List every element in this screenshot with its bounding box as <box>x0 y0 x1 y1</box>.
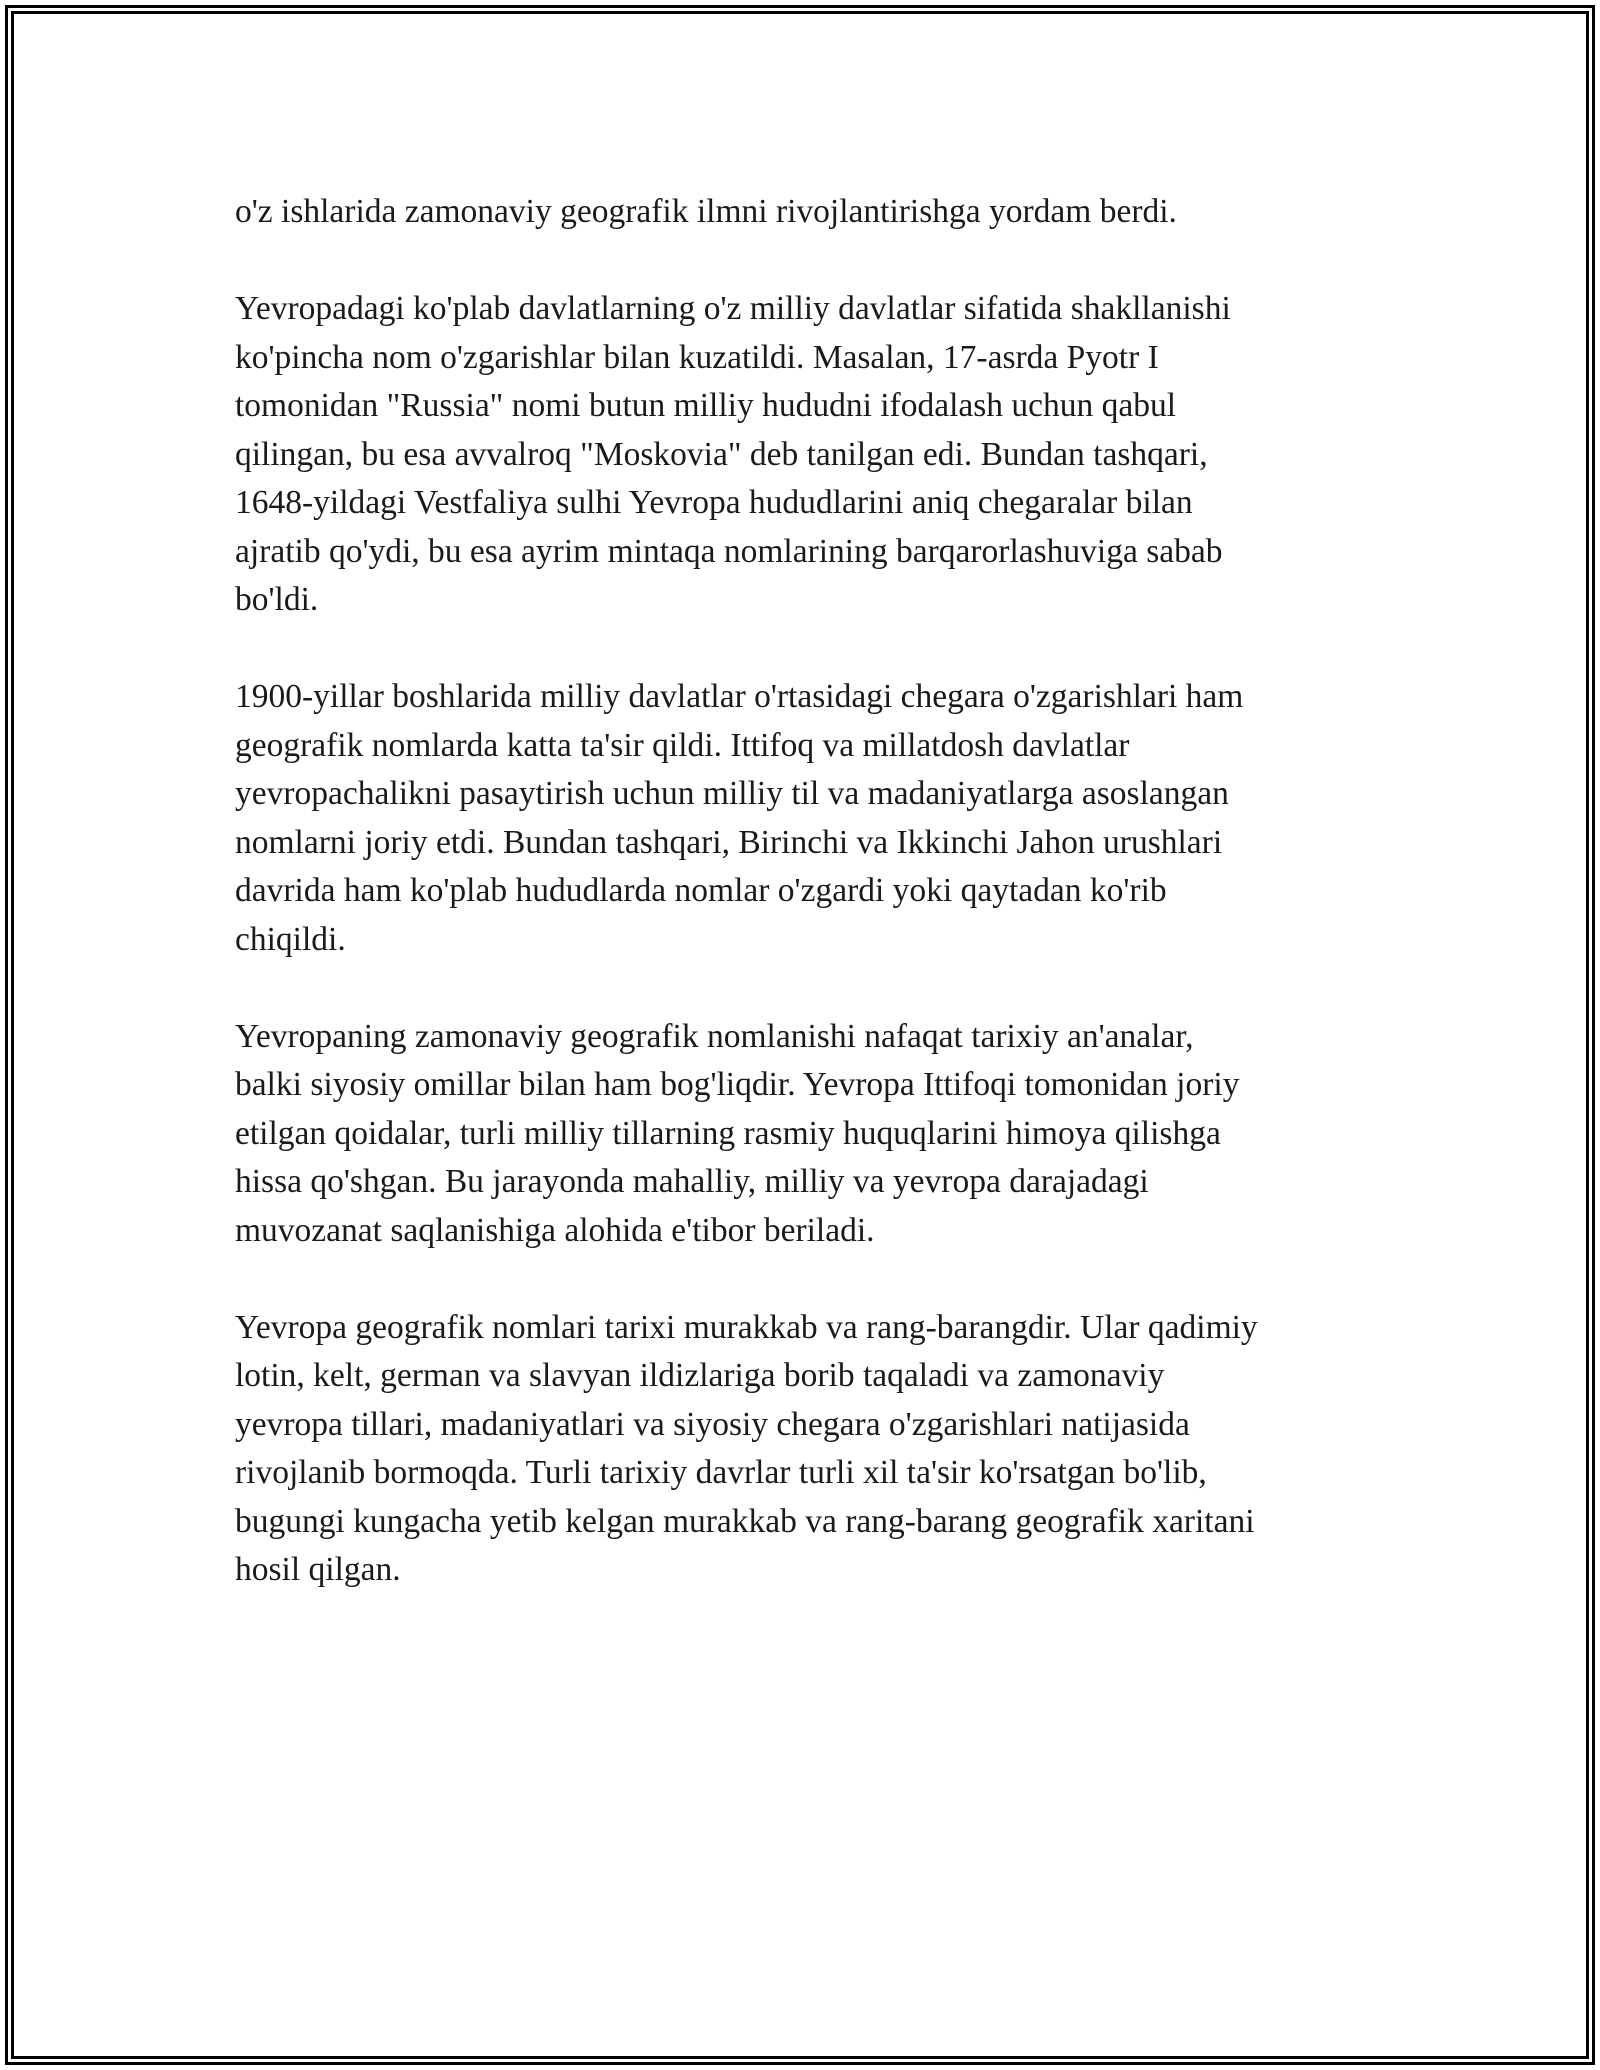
document-body <box>235 188 1375 1643</box>
paragraph-3 <box>235 673 1375 964</box>
text-line: 1648-yildagi Vestfaliya sulhi Yevropa hududlarini aniq chegaralar bilan <box>235 484 1193 521</box>
paragraph-5 <box>235 1304 1375 1595</box>
text-line: etilgan qoidalar, turli milliy tillarning rasmiy huquqlarini himoya qilishga <box>235 1114 1221 1152</box>
text-line: chiqildi. <box>235 920 346 958</box>
text-line: o'z ishlarida zamonaviy geografik ilmni rivojlantirishga yordam berdi. <box>235 193 1177 230</box>
text-line: 1900-yillar boshlarida milliy davlatlar o'rtasidagi chegara o'zgarishlari ham <box>235 678 1244 715</box>
text-line: yevropachalikni pasaytirish uchun milliy til va madaniyatlarga asoslangan <box>235 775 1229 812</box>
text-line: balki siyosiy omillar bilan ham bog'liqdir. Yevropa Ittifoqi tomonidan joriy <box>235 1066 1240 1103</box>
text-line: Yevropaning zamonaviy geografik nomlanishi nafaqat tarixiy an'analar, <box>235 1017 1194 1055</box>
text-line: muvozanat saqlanishiga alohida e'tibor beriladi. <box>235 1211 875 1249</box>
text-line: bugungi kungacha yetib kelgan murakkab va rang-barang geografik xaritani <box>235 1502 1255 1540</box>
text-line: ko'pincha nom o'zgarishlar bilan kuzatildi. Masalan, 17-asrda Pyotr I <box>235 338 1159 376</box>
text-line: ajratib qo'ydi, bu esa ayrim mintaqa nomlarining barqarorlashuviga sabab <box>235 532 1223 570</box>
text-line: tomonidan "Russia" nomi butun milliy hududni ifodalash uchun qabul <box>235 387 1177 424</box>
text-line: nomlarni joriy etdi. Bundan tashqari, Birinchi va Ikkinchi Jahon urushlari <box>235 823 1223 861</box>
text-line: Yevropa geografik nomlari tarixi murakkab va rang-barangdir. Ular qadimiy <box>235 1308 1258 1346</box>
text-line: lotin, kelt, german va slavyan ildizlariga borib taqaladi va zamonaviy <box>235 1357 1165 1394</box>
text-line: Yevropadagi ko'plab davlatlarning o'z milliy davlatlar sifatida shakllanishi <box>235 290 1231 327</box>
text-line: rivojlanib bormoqda. Turli tarixiy davrlar turli xil ta'sir ko'rsatgan bo'lib, <box>235 1454 1207 1491</box>
text-line: geografik nomlarda katta ta'sir qildi. Ittifoq va millatdosh davlatlar <box>235 726 1130 764</box>
paragraph-2 <box>235 285 1375 625</box>
text-line: davrida ham ko'plab hududlarda nomlar o'zgardi yoki qaytadan ko'rib <box>235 872 1167 909</box>
paragraph-1 <box>235 188 1375 237</box>
text-line: qilingan, bu esa avvalroq "Moskovia" deb tanilgan edi. Bundan tashqari, <box>235 435 1208 473</box>
text-line: hissa qo'shgan. Bu jarayonda mahalliy, milliy va yevropa darajadagi <box>235 1163 1149 1200</box>
text-line: hosil qilgan. <box>235 1551 401 1588</box>
text-line: bo'ldi. <box>235 581 319 618</box>
paragraph-4 <box>235 1013 1375 1256</box>
text-line: yevropa tillari, madaniyatlari va siyosiy chegara o'zgarishlari natijasida <box>235 1405 1190 1443</box>
